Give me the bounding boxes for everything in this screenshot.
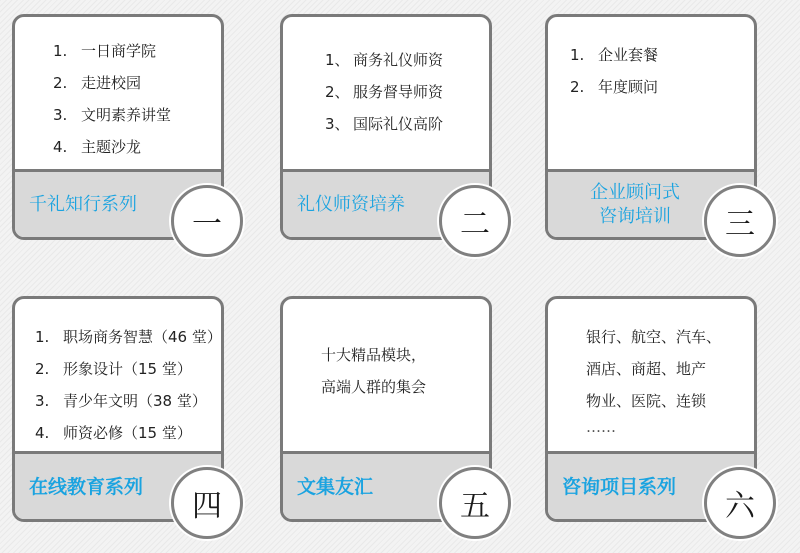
text-line: 物业、医院、连锁 xyxy=(586,392,707,410)
card-2-list xyxy=(283,44,489,140)
card-4-body xyxy=(15,299,221,454)
list-item: 2. 形象设计（15 堂） xyxy=(35,360,192,378)
card-6-text xyxy=(586,321,721,437)
card-2-title: 礼仪师资培养 xyxy=(297,193,405,215)
card-1-body xyxy=(15,17,221,172)
list-item: 2、 服务督导师资 xyxy=(325,83,444,101)
list-item: 2. 走进校园 xyxy=(53,74,142,92)
card-5-numeral: 五 xyxy=(439,467,511,539)
list-item: 1. 职场商务智慧（46 堂） xyxy=(35,328,222,346)
text-line: 酒店、商超、地产 xyxy=(586,360,707,378)
card-4-list xyxy=(15,321,221,449)
card-3-body xyxy=(548,17,754,172)
card-3-numeral: 三 xyxy=(704,185,776,257)
card-4-title: 在线教育系列 xyxy=(29,475,144,498)
card-5-title: 文集友汇 xyxy=(297,475,374,498)
list-item: 4. 主题沙龙 xyxy=(53,138,142,156)
list-item: 1. 企业套餐 xyxy=(570,46,659,64)
card-3 xyxy=(545,14,757,240)
card-3-list xyxy=(548,39,754,103)
card-1-list xyxy=(15,35,221,163)
text-line: 高端人群的集会 xyxy=(321,378,427,396)
list-item: 3. 文明素养讲堂 xyxy=(53,106,172,124)
card-6 xyxy=(545,296,757,522)
text-line: 十大精品模块， xyxy=(321,346,427,364)
card-6-body xyxy=(548,299,754,454)
card-5-text xyxy=(321,339,426,403)
card-1-numeral: 一 xyxy=(171,185,243,257)
card-4-numeral: 四 xyxy=(171,467,243,539)
card-6-title: 咨询项目系列 xyxy=(562,475,677,498)
text-line: …… xyxy=(586,418,616,436)
list-item: 3. 青少年文明（38 堂） xyxy=(35,392,207,410)
list-item: 1、 商务礼仪师资 xyxy=(325,51,444,69)
list-item: 4. 师资必修（15 堂） xyxy=(35,424,192,442)
card-5-body xyxy=(283,299,489,454)
list-item: 2. 年度顾问 xyxy=(570,78,659,96)
card-5 xyxy=(280,296,492,522)
list-item: 1. 一日商学院 xyxy=(53,42,157,60)
card-1 xyxy=(12,14,224,240)
card-3-title: 企业顾问式 咨询培训 xyxy=(590,181,680,227)
text-line: 银行、航空、汽车、 xyxy=(586,328,722,346)
card-1-title: 千礼知行系列 xyxy=(29,193,137,215)
card-2 xyxy=(280,14,492,240)
card-2-numeral: 二 xyxy=(439,185,511,257)
card-6-numeral: 六 xyxy=(704,467,776,539)
card-2-body xyxy=(283,17,489,172)
card-4 xyxy=(12,296,224,522)
list-item: 3、 国际礼仪高阶 xyxy=(325,115,444,133)
